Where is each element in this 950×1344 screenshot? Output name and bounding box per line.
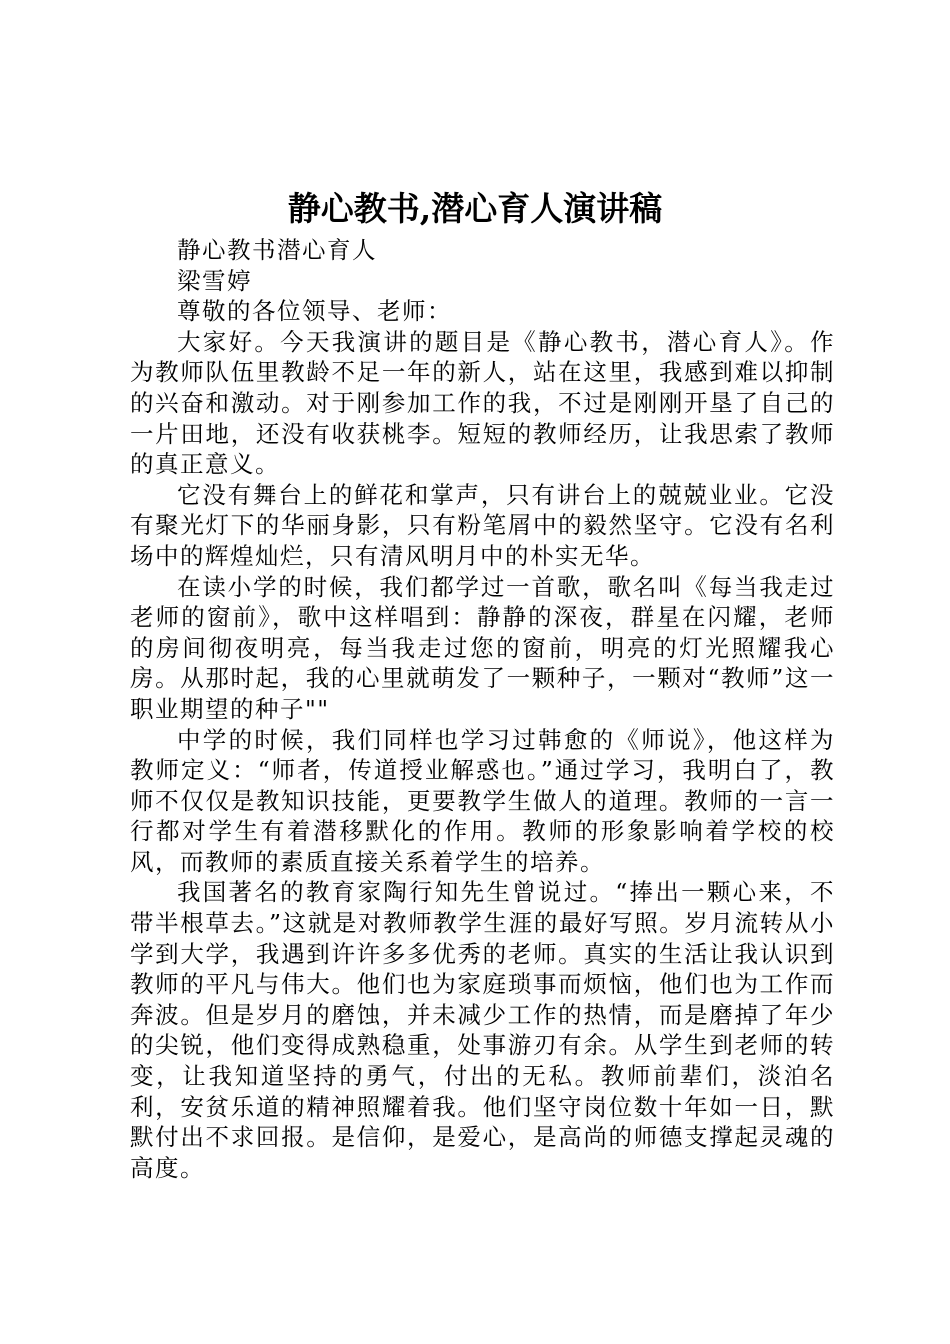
document-body (130, 235, 835, 1183)
salutation: 尊敬的各位领导、老师： (177, 297, 452, 326)
paragraph: 我国著名的教育家陶行知先生曾说过。“捧出一颗心来，不带半根草去。”这就是对教师教学生涯的最好写照。岁月流转从小学到大学，我遇到许许多多优秀的老师。真实的生活让我认识到教师的平凡与伟大。他们也为家庭琐事而烦恼，他们也为工作而奔波。但是岁月的磨蚀，并未减少工作的热情，而是磨掉了年少的尖锐，他们变得成熟稳重，处事游刃有余。从学生到老师的转变，让我知道坚持的勇气，付出的无私。教师前辈们，淡泊名利，安贫乐道的精神照耀着我。他们坚守岗位数十年如一日，默默付出不求回报。是信仰，是爱心，是高尚的师德支撑起灵魂的高度。 (130, 878, 835, 1182)
paragraph: 大家好。今天我演讲的题目是《静心教书，潜心育人》。作为教师队伍里教龄不足一年的新人，站在这里，我感到难以抑制的兴奋和激动。对于刚参加工作的我，不过是刚刚开垦了自己的一片田地，还没有收获桃李。短短的教师经历，让我思索了教师的真正意义。 (130, 327, 835, 479)
paragraph: 在读小学的时候，我们都学过一首歌，歌名叫《每当我走过老师的窗前》，歌中这样唱到：静静的深夜，群星在闪耀，老师的房间彻夜明亮，每当我走过您的窗前，明亮的灯光照耀我心房。从那时起，我的心里就萌发了一颗种子，一颗对“教师”这一职业期望的种子"" (130, 572, 835, 723)
speaker-name: 梁雪婷 (177, 266, 252, 295)
document-title: 静心教书,潜心育人演讲稿 (287, 189, 663, 228)
speech-subtitle: 静心教书潜心育人 (177, 236, 377, 264)
paragraph: 中学的时候，我们同样也学习过韩愈的《师说》，他这样为教师定义：“师者，传道授业解惑也。”通过学习，我明白了，教师不仅仅是教知识技能，更要教学生做人的道理。教师的一言一行都对学生有着潜移默化的作用。教师的形象影响着学校的校风，而教师的素质直接关系着学生的培养。 (130, 725, 835, 876)
paragraph: 它没有舞台上的鲜花和掌声，只有讲台上的兢兢业业。它没有聚光灯下的华丽身影，只有粉笔屑中的毅然坚守。它没有名利场中的辉煌灿烂，只有清风明月中的朴实无华。 (130, 480, 835, 570)
